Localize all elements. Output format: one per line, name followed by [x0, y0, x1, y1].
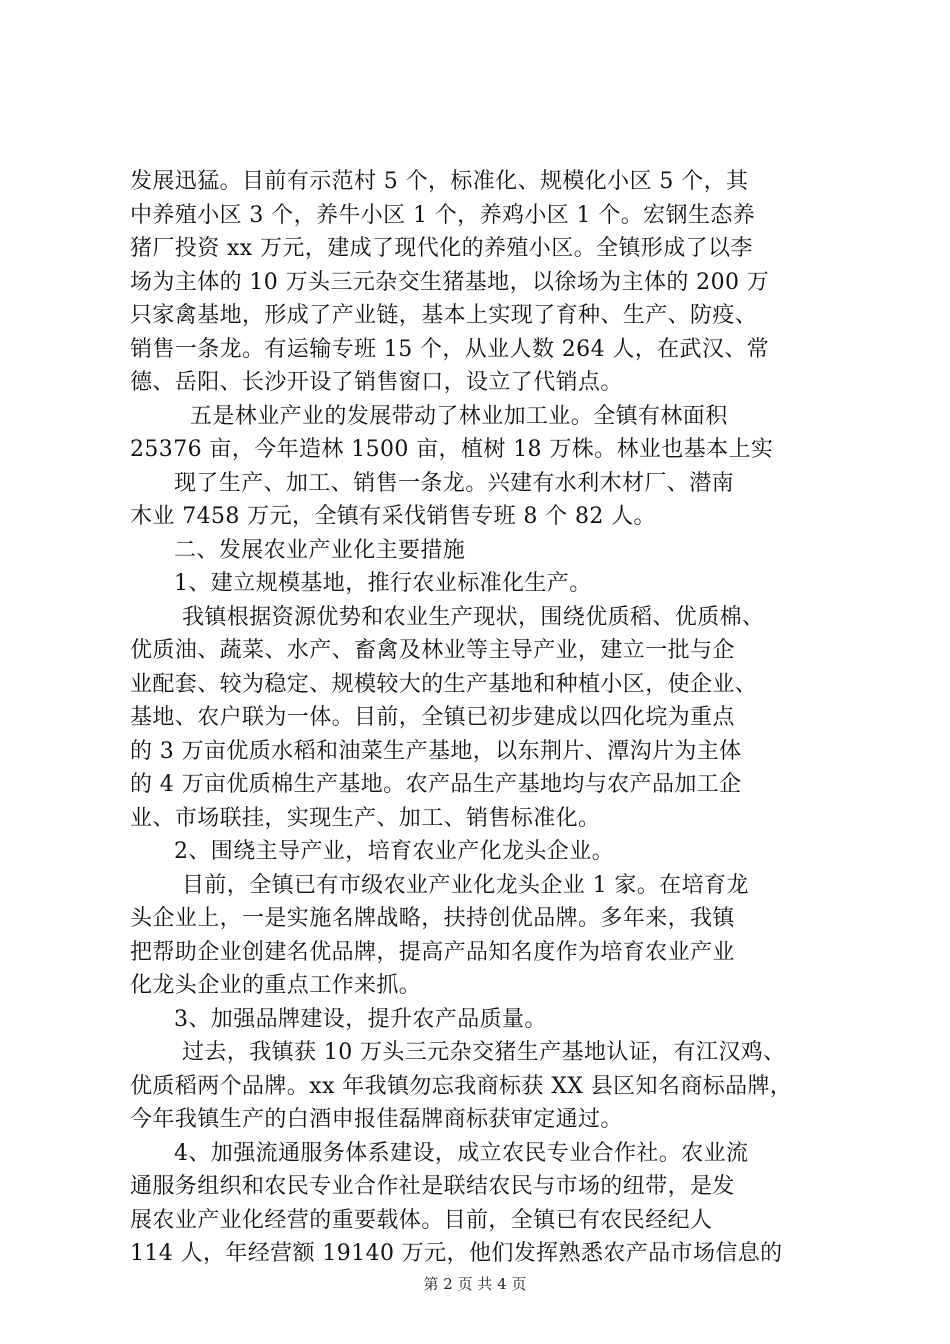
text-line: 今年我镇生产的白酒申报佳磊牌商标获审定通过。 [130, 1107, 623, 1132]
section-heading: 二、发展农业产业化主要措施 [174, 537, 466, 563]
text-line: 25376 亩，今年造林 1500 亩，植树 18 万株。林业也基本上实 [130, 437, 774, 462]
text-line: 猪厂投资 xx 万元，建成了现代化的养殖小区。全镇形成了以李 [130, 236, 753, 261]
text-line: 只家禽基地，形成了产业链，基本上实现了育种、生产、防疫、 [130, 303, 758, 328]
text-line: 业配套、较为稳定、规模较大的生产基地和种植小区，使企业、 [130, 671, 758, 697]
text-line: 优质油、蔬菜、水产、畜禽及林业等主导产业，建立一批与企 [130, 638, 735, 663]
text-line: 发展迅猛。目前有示范村 5 个，标准化、规模化小区 5 个，其 [130, 169, 749, 194]
text-line: 化龙头企业的重点工作来抓。 [130, 973, 422, 998]
text-line: 木业 7458 万元，全镇有采伐销售专班 8 个 82 人。 [130, 504, 656, 529]
paragraph-start-line: 目前，全镇已有市级农业产业化龙头企业 1 家。在培育龙 [182, 872, 749, 898]
subsection-heading: 4、加强流通服务体系建设，成立农民专业合作社。农业流 [174, 1140, 749, 1166]
text-line: 中养殖小区 3 个，养牛小区 1 个，养鸡小区 1 个。宏钢生态养 [130, 202, 756, 228]
document-body [130, 165, 830, 1271]
text-line: 销售一条龙。有运输专班 15 个，从业人数 264 人，在武汉、常 [130, 336, 770, 362]
paragraph-start-line: 五是林业产业的发展带动了林业加工业。全镇有林面积 [190, 403, 728, 429]
text-line: 优质稻两个品牌。xx 年我镇勿忘我商标获 XX 县区知名商标品牌， [130, 1073, 793, 1099]
text-line: 的 4 万亩优质棉生产基地。农产品生产基地均与农产品加工企 [130, 772, 742, 797]
subsection-heading: 1、建立规模基地，推行农业标准化生产。 [174, 571, 592, 596]
paragraph-start-line: 我镇根据资源优势和农业生产现状，围绕优质稻、优质棉、 [182, 604, 765, 630]
text-line: 把帮助企业创建名优品牌，提高产品知名度作为培育农业产业 [130, 939, 735, 965]
text-line: 的 3 万亩优质水稻和油菜生产基地，以东荆片、潭沟片为主体 [130, 738, 742, 764]
text-line: 114 人，年经营额 19140 万元，他们发挥熟悉农产品市场信息的 [130, 1241, 783, 1266]
text-line: 头企业上，一是实施名牌战略，扶持创优品牌。多年来，我镇 [130, 906, 735, 931]
subsection-heading: 2、围绕主导产业，培育农业产化龙头企业。 [174, 839, 614, 864]
text-line: 基地、农户联为一体。目前，全镇已初步建成以四化垸为重点 [130, 705, 735, 730]
text-line: 展农业产业化经营的重要载体。目前，全镇已有农民经纪人 [130, 1207, 713, 1233]
paragraph-start-line: 现了生产、加工、销售一条龙。兴建有水利木材厂、潜南 [174, 470, 735, 496]
text-line: 德、岳阳、长沙开设了销售窗口，设立了代销点。 [130, 370, 623, 395]
subsection-heading: 3、加强品牌建设，提升农产品质量。 [174, 1006, 547, 1032]
text-line: 通服务组织和农民专业合作社是联结农民与市场的纽带，是发 [130, 1174, 735, 1199]
page-number-footer: 第 2 页 共 4 页 [423, 1275, 527, 1293]
text-line: 场为主体的 10 万头三元杂交生猪基地，以徐场为主体的 200 万 [130, 269, 770, 295]
text-line: 业、市场联挂，实现生产、加工、销售标准化。 [130, 805, 601, 831]
paragraph-start-line: 过去，我镇获 10 万头三元杂交猪生产基地认证，有江汉鸡、 [182, 1040, 786, 1065]
